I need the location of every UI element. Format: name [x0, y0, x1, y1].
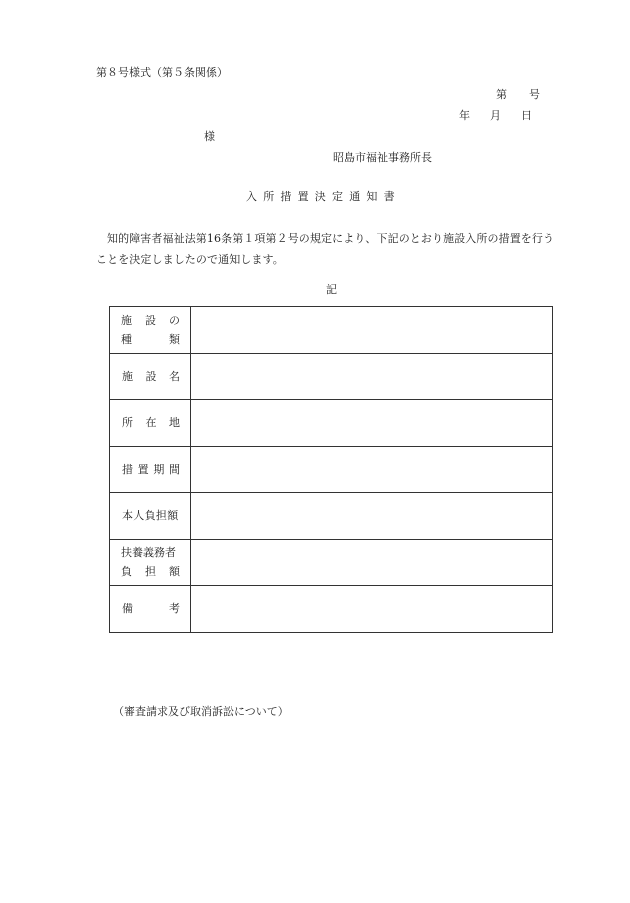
date-day-label: 日 [521, 109, 532, 122]
table-row [110, 353, 553, 400]
document-number-line [496, 89, 540, 100]
record-table [109, 306, 553, 633]
row-value-guardian-burden[interactable] [191, 539, 553, 586]
issuer-name: 昭島市福祉事務所長 [333, 151, 432, 164]
table-row [110, 400, 553, 447]
row-label-self-burden: 本人負担額 [110, 493, 191, 540]
appeal-note: （審査請求及び取消訴訟について） [113, 705, 289, 718]
table-row [110, 493, 553, 540]
addressee-suffix: 様 [204, 130, 215, 143]
form-number: 第８号様式（第５条関係） [96, 66, 228, 79]
ki-heading: 記 [326, 283, 337, 296]
number-label-dai: 第 [496, 88, 507, 101]
table-row [110, 539, 553, 586]
number-label-go: 号 [529, 88, 540, 101]
table-row [110, 307, 553, 354]
row-value-period[interactable] [191, 446, 553, 493]
row-label-guardian-burden: 扶養義務者 負 担 額 [110, 539, 191, 586]
date-month-label: 月 [490, 109, 501, 122]
row-value-facility-type[interactable] [191, 307, 553, 354]
document-title: 入所措置決定通知書 [246, 190, 401, 203]
row-value-facility-name[interactable] [191, 353, 553, 400]
date-year-label: 年 [459, 109, 470, 122]
table-row [110, 446, 553, 493]
row-value-self-burden[interactable] [191, 493, 553, 540]
row-value-location[interactable] [191, 400, 553, 447]
row-label-facility-type: 施 設 の 種 類 [110, 307, 191, 354]
date-line [459, 110, 532, 121]
body-text: 知的障害者福祉法第16条第１項第２号の規定により、下記のとおり施設入所の措置を行うことを決定しましたので通知します。 [96, 232, 555, 266]
table-row [110, 586, 553, 633]
row-label-remarks: 備 考 [110, 586, 191, 633]
row-value-remarks[interactable] [191, 586, 553, 633]
row-label-facility-name: 施 設 名 [110, 353, 191, 400]
row-label-period: 措 置 期 間 [110, 446, 191, 493]
row-label-location: 所 在 地 [110, 400, 191, 447]
